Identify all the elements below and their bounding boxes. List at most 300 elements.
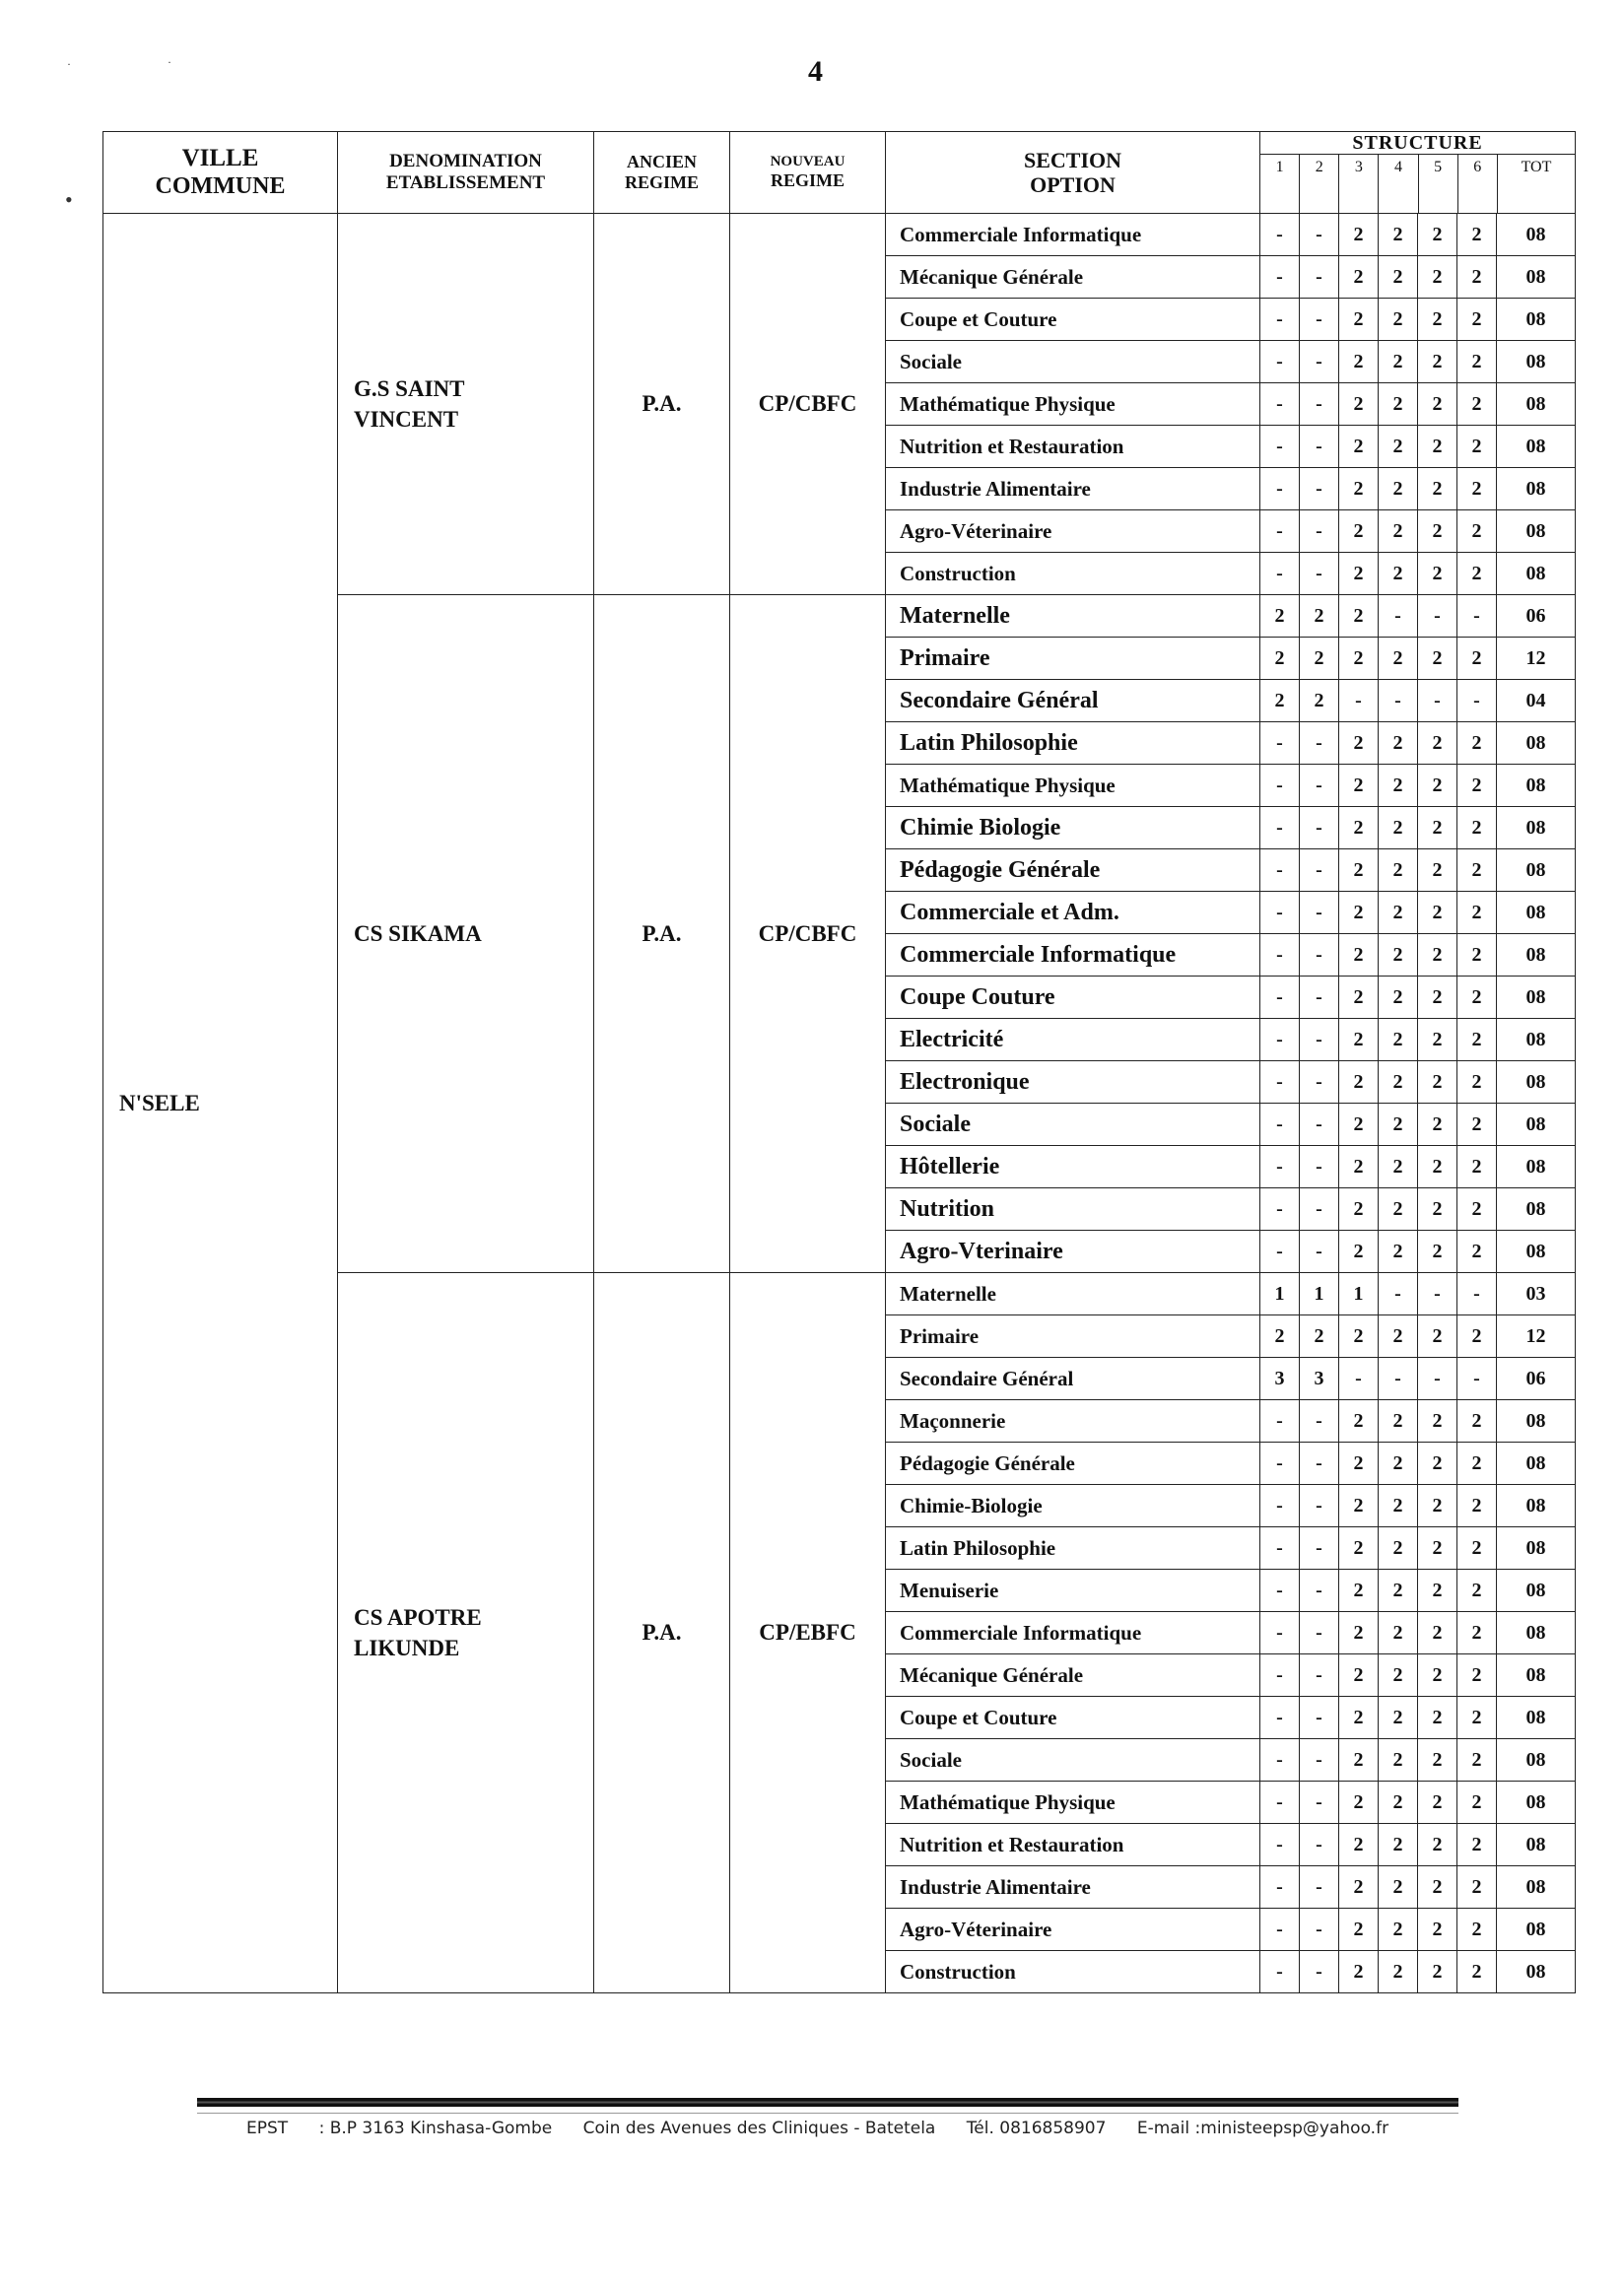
option-cell: Construction: [886, 1951, 1260, 1993]
structure-value-cell: 2: [1379, 1654, 1418, 1697]
header-structure-col: 6: [1458, 155, 1498, 213]
structure-value-cell: -: [1260, 977, 1300, 1019]
option-cell: Maternelle: [886, 1273, 1260, 1315]
structure-value-cell: 2: [1339, 214, 1379, 256]
structure-value-cell: 2: [1379, 934, 1418, 977]
header-nouveau-regime: [730, 132, 886, 214]
structure-value-cell: 2: [1418, 1061, 1457, 1104]
option-cell: Electricité: [886, 1019, 1260, 1061]
structure-value-cell: -: [1260, 1061, 1300, 1104]
total-cell: 08: [1497, 1866, 1576, 1909]
structure-value-cell: 2: [1457, 849, 1497, 892]
header-nouveau-label: NOUVEAU: [770, 154, 846, 170]
structure-value-cell: -: [1300, 383, 1339, 426]
header-structure-label: STRUCTURE: [1260, 132, 1575, 155]
structure-value-cell: 2: [1260, 680, 1300, 722]
total-cell: 08: [1497, 468, 1576, 510]
structure-value-cell: 2: [1457, 1612, 1497, 1654]
structure-value-cell: -: [1260, 1400, 1300, 1443]
structure-value-cell: -: [1457, 1273, 1497, 1315]
school-name-cell: [338, 1273, 594, 1993]
total-cell: 08: [1497, 553, 1576, 595]
structure-value-cell: -: [1260, 510, 1300, 553]
structure-value-cell: -: [1300, 849, 1339, 892]
structure-value-cell: 2: [1339, 1570, 1379, 1612]
total-cell: 08: [1497, 214, 1576, 256]
structure-value-cell: -: [1300, 1824, 1339, 1866]
structure-value-cell: -: [1260, 1951, 1300, 1993]
scan-speck: ·: [67, 57, 71, 71]
option-cell: Hôtellerie: [886, 1146, 1260, 1188]
structure-value-cell: 2: [1379, 1188, 1418, 1231]
header-ville: VILLE: [181, 144, 259, 171]
total-cell: 08: [1497, 1104, 1576, 1146]
structure-value-cell: 2: [1418, 1951, 1457, 1993]
total-cell: 08: [1497, 383, 1576, 426]
structure-value-cell: 2: [1379, 426, 1418, 468]
header-structure-columns: [1260, 155, 1575, 213]
structure-value-cell: 2: [1457, 1315, 1497, 1358]
structure-value-cell: -: [1300, 426, 1339, 468]
structure-value-cell: 2: [1457, 426, 1497, 468]
structure-value-cell: 2: [1457, 1782, 1497, 1824]
structure-value-cell: 2: [1457, 214, 1497, 256]
structure-value-cell: -: [1300, 510, 1339, 553]
structure-value-cell: 2: [1379, 807, 1418, 849]
option-cell: Menuiserie: [886, 1570, 1260, 1612]
header-structure-col: 5: [1419, 155, 1458, 213]
structure-value-cell: -: [1300, 765, 1339, 807]
structure-value-cell: 2: [1457, 1951, 1497, 1993]
nouveau-regime-cell: CP/CBFC: [730, 595, 886, 1273]
structure-value-cell: 2: [1457, 1146, 1497, 1188]
total-cell: 08: [1497, 1485, 1576, 1527]
option-cell: Coupe et Couture: [886, 299, 1260, 341]
structure-value-cell: 2: [1418, 1782, 1457, 1824]
structure-value-cell: 2: [1379, 510, 1418, 553]
structure-value-cell: 2: [1339, 849, 1379, 892]
structure-value-cell: 2: [1339, 1104, 1379, 1146]
structure-value-cell: 2: [1339, 1866, 1379, 1909]
structure-value-cell: 2: [1418, 1146, 1457, 1188]
option-cell: Sociale: [886, 1739, 1260, 1782]
structure-value-cell: 2: [1457, 510, 1497, 553]
structure-value-cell: 2: [1339, 383, 1379, 426]
structure-value-cell: -: [1260, 468, 1300, 510]
footer-bp: : B.P 3163 Kinshasa-Gombe: [318, 2119, 553, 2138]
total-cell: 08: [1497, 1443, 1576, 1485]
structure-value-cell: 2: [1457, 383, 1497, 426]
total-cell: 08: [1497, 1951, 1576, 1993]
option-cell: Commerciale Informatique: [886, 934, 1260, 977]
structure-value-cell: 2: [1457, 1061, 1497, 1104]
option-cell: Mathématique Physique: [886, 765, 1260, 807]
total-cell: 08: [1497, 1697, 1576, 1739]
structure-value-cell: 2: [1418, 1188, 1457, 1231]
total-cell: 03: [1497, 1273, 1576, 1315]
structure-value-cell: 2: [1418, 1104, 1457, 1146]
option-cell: Agro-Véterinaire: [886, 1909, 1260, 1951]
structure-value-cell: -: [1260, 722, 1300, 765]
footer-thin-rule: [197, 2113, 1458, 2114]
structure-value-cell: -: [1300, 892, 1339, 934]
total-cell: 08: [1497, 299, 1576, 341]
header-structure-col: TOT: [1521, 159, 1552, 175]
option-cell: Latin Philosophie: [886, 1527, 1260, 1570]
commune-cell: N'SELE: [103, 214, 338, 1993]
structure-value-cell: 2: [1379, 341, 1418, 383]
structure-value-cell: 2: [1379, 892, 1418, 934]
option-cell: Chimie-Biologie: [886, 1485, 1260, 1527]
total-cell: 08: [1497, 722, 1576, 765]
scan-speck: ·: [168, 55, 171, 69]
structure-value-cell: 2: [1339, 1231, 1379, 1273]
header-ancien-regime: [594, 132, 730, 214]
header-etablissement-label: ETABLISSEMENT: [385, 172, 546, 193]
option-cell: Industrie Alimentaire: [886, 1866, 1260, 1909]
option-cell: Primaire: [886, 638, 1260, 680]
structure-value-cell: -: [1300, 214, 1339, 256]
structure-value-cell: -: [1379, 1358, 1418, 1400]
structure-value-cell: 2: [1339, 1146, 1379, 1188]
total-cell: 12: [1497, 638, 1576, 680]
structure-value-cell: 2: [1260, 638, 1300, 680]
structure-value-cell: -: [1300, 1782, 1339, 1824]
structure-value-cell: 2: [1339, 1824, 1379, 1866]
structure-value-cell: -: [1260, 1824, 1300, 1866]
structure-value-cell: -: [1300, 256, 1339, 299]
structure-value-cell: 2: [1457, 341, 1497, 383]
structure-value-cell: -: [1260, 1866, 1300, 1909]
total-cell: 08: [1497, 426, 1576, 468]
structure-value-cell: 2: [1300, 595, 1339, 638]
structure-value-cell: 2: [1339, 1315, 1379, 1358]
structure-value-cell: -: [1260, 341, 1300, 383]
structure-value-cell: 2: [1339, 1909, 1379, 1951]
structure-value-cell: 2: [1339, 807, 1379, 849]
structure-value-cell: 2: [1379, 1570, 1418, 1612]
structure-value-cell: 2: [1379, 1019, 1418, 1061]
total-cell: 12: [1497, 1315, 1576, 1358]
footer-address: Coin des Avenues des Cliniques - Batetela: [582, 2119, 936, 2138]
nouveau-regime-cell: CP/CBFC: [730, 214, 886, 595]
structure-value-cell: 2: [1300, 1315, 1339, 1358]
structure-value-cell: 2: [1379, 1612, 1418, 1654]
structure-value-cell: 2: [1457, 1824, 1497, 1866]
scan-speck: •: [65, 187, 73, 212]
option-cell: Agro-Véterinaire: [886, 510, 1260, 553]
total-cell: 08: [1497, 892, 1576, 934]
structure-value-cell: 2: [1457, 1866, 1497, 1909]
structure-value-cell: 2: [1339, 977, 1379, 1019]
structure-value-cell: -: [1260, 1019, 1300, 1061]
structure-value-cell: -: [1457, 680, 1497, 722]
structure-value-cell: 2: [1379, 256, 1418, 299]
header-structure-col: 1: [1260, 155, 1300, 213]
structure-value-cell: -: [1300, 1570, 1339, 1612]
structure-value-cell: 1: [1339, 1273, 1379, 1315]
total-cell: 08: [1497, 1146, 1576, 1188]
structure-value-cell: 2: [1418, 214, 1457, 256]
structure-value-cell: 2: [1339, 426, 1379, 468]
header-commune: COMMUNE: [155, 172, 286, 199]
structure-value-cell: -: [1339, 680, 1379, 722]
option-cell: Nutrition: [886, 1188, 1260, 1231]
structure-value-cell: 2: [1339, 1782, 1379, 1824]
structure-value-cell: 2: [1418, 1527, 1457, 1570]
structure-value-cell: -: [1260, 1146, 1300, 1188]
structure-value-cell: 2: [1418, 1231, 1457, 1273]
structure-value-cell: 2: [1339, 468, 1379, 510]
structure-value-cell: 2: [1418, 1443, 1457, 1485]
structure-value-cell: -: [1260, 1485, 1300, 1527]
structure-value-cell: -: [1260, 1231, 1300, 1273]
school-name-line2: VINCENT: [354, 407, 459, 432]
total-cell: 08: [1497, 1570, 1576, 1612]
structure-value-cell: 2: [1339, 1188, 1379, 1231]
structure-value-cell: -: [1379, 680, 1418, 722]
header-row: [103, 132, 1576, 214]
structure-value-cell: -: [1418, 595, 1457, 638]
option-cell: Construction: [886, 553, 1260, 595]
option-cell: Commerciale Informatique: [886, 1612, 1260, 1654]
header-nouveau-regime-label: REGIME: [770, 170, 845, 191]
option-cell: Nutrition et Restauration: [886, 1824, 1260, 1866]
option-cell: Primaire: [886, 1315, 1260, 1358]
structure-value-cell: -: [1457, 595, 1497, 638]
structure-value-cell: 2: [1339, 1019, 1379, 1061]
option-cell: Mathématique Physique: [886, 383, 1260, 426]
option-cell: Nutrition et Restauration: [886, 426, 1260, 468]
structure-value-cell: 2: [1379, 1909, 1418, 1951]
structure-value-cell: -: [1300, 341, 1339, 383]
structure-value-cell: 2: [1457, 1485, 1497, 1527]
structure-value-cell: 2: [1339, 1527, 1379, 1570]
structure-value-cell: 2: [1418, 849, 1457, 892]
school-name-line1: CS SIKAMA: [354, 920, 482, 946]
option-cell: Sociale: [886, 341, 1260, 383]
structure-value-cell: 2: [1379, 1400, 1418, 1443]
structure-value-cell: -: [1260, 299, 1300, 341]
structure-value-cell: -: [1260, 1909, 1300, 1951]
structure-value-cell: 2: [1457, 934, 1497, 977]
structure-value-cell: 2: [1339, 341, 1379, 383]
header-section-option: [886, 132, 1260, 214]
structure-value-cell: 2: [1457, 1527, 1497, 1570]
total-cell: 08: [1497, 1527, 1576, 1570]
school-name-line1: CS APOTRE: [354, 1604, 482, 1630]
nouveau-regime-cell: CP/EBFC: [730, 1273, 886, 1993]
structure-value-cell: 2: [1418, 256, 1457, 299]
structure-value-cell: 2: [1339, 1485, 1379, 1527]
structure-value-cell: -: [1300, 1146, 1339, 1188]
structure-value-cell: 2: [1339, 1612, 1379, 1654]
structure-value-cell: -: [1260, 214, 1300, 256]
total-cell: 08: [1497, 1188, 1576, 1231]
structure-value-cell: -: [1300, 553, 1339, 595]
structure-value-cell: 2: [1379, 1527, 1418, 1570]
structure-value-cell: -: [1300, 1019, 1339, 1061]
structure-value-cell: 2: [1379, 1146, 1418, 1188]
structure-value-cell: -: [1260, 1104, 1300, 1146]
structure-value-cell: 2: [1379, 1824, 1418, 1866]
structure-value-cell: 2: [1457, 722, 1497, 765]
structure-value-cell: -: [1300, 1697, 1339, 1739]
structure-value-cell: -: [1418, 680, 1457, 722]
structure-value-cell: -: [1260, 934, 1300, 977]
structure-value-cell: -: [1260, 892, 1300, 934]
structure-value-cell: 2: [1379, 383, 1418, 426]
total-cell: 08: [1497, 1782, 1576, 1824]
structure-value-cell: 2: [1457, 892, 1497, 934]
header-ancien-label: ANCIEN: [626, 152, 697, 172]
structure-value-cell: -: [1300, 1612, 1339, 1654]
total-cell: 08: [1497, 1400, 1576, 1443]
header-ancien-regime-label: REGIME: [624, 172, 699, 192]
structure-value-cell: -: [1300, 1951, 1339, 1993]
structure-value-cell: 2: [1457, 1697, 1497, 1739]
structure-value-cell: 2: [1339, 510, 1379, 553]
structure-value-cell: -: [1379, 595, 1418, 638]
structure-value-cell: -: [1418, 1358, 1457, 1400]
table-row: [103, 214, 1576, 256]
total-cell: 08: [1497, 1061, 1576, 1104]
structure-value-cell: 2: [1379, 765, 1418, 807]
structure-value-cell: 2: [1457, 1570, 1497, 1612]
option-cell: Latin Philosophie: [886, 722, 1260, 765]
structure-value-cell: 2: [1457, 1231, 1497, 1273]
structure-value-cell: 2: [1418, 1824, 1457, 1866]
table-body: [103, 214, 1576, 1993]
structure-value-cell: 2: [1379, 468, 1418, 510]
structure-value-cell: 2: [1300, 638, 1339, 680]
structure-value-cell: -: [1300, 1443, 1339, 1485]
structure-value-cell: 2: [1379, 553, 1418, 595]
structure-value-cell: 2: [1457, 468, 1497, 510]
structure-value-cell: 2: [1339, 1739, 1379, 1782]
structure-value-cell: 2: [1260, 595, 1300, 638]
structure-value-cell: -: [1300, 468, 1339, 510]
structure-value-cell: 2: [1379, 849, 1418, 892]
structure-value-cell: 2: [1457, 256, 1497, 299]
footer-tel: Tél. 0816858907: [966, 2119, 1107, 2138]
header-denomination-label: DENOMINATION: [389, 151, 542, 172]
structure-value-cell: -: [1260, 1654, 1300, 1697]
structure-value-cell: 2: [1457, 1104, 1497, 1146]
header-ville-commune: [103, 132, 338, 214]
structure-value-cell: -: [1300, 934, 1339, 977]
header-structure-col: 3: [1339, 155, 1379, 213]
option-cell: Secondaire Général: [886, 680, 1260, 722]
total-cell: 08: [1497, 1231, 1576, 1273]
structure-value-cell: -: [1260, 849, 1300, 892]
header-option-label: OPTION: [1030, 172, 1116, 197]
total-cell: 08: [1497, 510, 1576, 553]
structure-value-cell: 2: [1260, 1315, 1300, 1358]
total-cell: 06: [1497, 1358, 1576, 1400]
structure-value-cell: -: [1260, 1527, 1300, 1570]
structure-value-cell: 2: [1379, 214, 1418, 256]
total-cell: 08: [1497, 1909, 1576, 1951]
structure-value-cell: -: [1260, 807, 1300, 849]
ancien-regime-cell: P.A.: [594, 1273, 730, 1993]
structure-value-cell: 2: [1418, 934, 1457, 977]
structure-value-cell: 2: [1418, 341, 1457, 383]
structure-value-cell: 2: [1457, 1188, 1497, 1231]
total-cell: 08: [1497, 256, 1576, 299]
school-name-line2: LIKUNDE: [354, 1636, 460, 1660]
structure-value-cell: 2: [1457, 1739, 1497, 1782]
structure-value-cell: -: [1418, 1273, 1457, 1315]
total-cell: 08: [1497, 341, 1576, 383]
total-cell: 08: [1497, 934, 1576, 977]
option-cell: Commerciale et Adm.: [886, 892, 1260, 934]
total-cell: 08: [1497, 765, 1576, 807]
structure-value-cell: 3: [1260, 1358, 1300, 1400]
header-structure-col: 2: [1300, 155, 1339, 213]
structure-value-cell: 2: [1457, 638, 1497, 680]
structure-value-cell: 2: [1457, 299, 1497, 341]
structure-value-cell: 2: [1418, 1697, 1457, 1739]
structure-value-cell: -: [1260, 426, 1300, 468]
structure-value-cell: 2: [1339, 638, 1379, 680]
structure-value-cell: 2: [1418, 1570, 1457, 1612]
structure-value-cell: 2: [1379, 722, 1418, 765]
structure-value-cell: 2: [1339, 1061, 1379, 1104]
footer-org: EPST: [246, 2119, 289, 2138]
structure-value-cell: -: [1300, 1909, 1339, 1951]
structure-value-cell: 2: [1379, 1061, 1418, 1104]
structure-value-cell: 2: [1418, 722, 1457, 765]
structure-value-cell: -: [1260, 1739, 1300, 1782]
structure-value-cell: 2: [1418, 977, 1457, 1019]
structure-value-cell: -: [1260, 1782, 1300, 1824]
footer-email: E-mail :ministeepsp@yahoo.fr: [1136, 2119, 1389, 2138]
structure-value-cell: 2: [1418, 1739, 1457, 1782]
total-cell: 08: [1497, 1824, 1576, 1866]
structure-value-cell: 2: [1379, 299, 1418, 341]
structure-value-cell: -: [1300, 1104, 1339, 1146]
footer: [246, 2119, 1414, 2138]
total-cell: 08: [1497, 807, 1576, 849]
structure-value-cell: -: [1300, 299, 1339, 341]
structure-value-cell: 2: [1418, 1400, 1457, 1443]
structure-value-cell: 2: [1457, 553, 1497, 595]
structure-value-cell: 2: [1379, 638, 1418, 680]
structure-value-cell: -: [1339, 1358, 1379, 1400]
structure-value-cell: 2: [1379, 1739, 1418, 1782]
structure-value-cell: 2: [1339, 892, 1379, 934]
structure-value-cell: 2: [1379, 977, 1418, 1019]
structure-value-cell: -: [1300, 1485, 1339, 1527]
structure-value-cell: -: [1260, 1188, 1300, 1231]
structure-value-cell: -: [1300, 1061, 1339, 1104]
school-name-cell: [338, 214, 594, 595]
option-cell: Chimie Biologie: [886, 807, 1260, 849]
total-cell: 06: [1497, 595, 1576, 638]
structure-value-cell: 2: [1457, 1654, 1497, 1697]
footer-rule: [197, 2098, 1458, 2107]
structure-value-cell: 2: [1379, 1104, 1418, 1146]
option-cell: Commerciale Informatique: [886, 214, 1260, 256]
header-denomination: [338, 132, 594, 214]
structure-value-cell: -: [1260, 1612, 1300, 1654]
structure-value-cell: 2: [1339, 299, 1379, 341]
structure-value-cell: 2: [1339, 1443, 1379, 1485]
structure-value-cell: -: [1300, 1400, 1339, 1443]
schools-table: [102, 131, 1576, 1993]
option-cell: Industrie Alimentaire: [886, 468, 1260, 510]
